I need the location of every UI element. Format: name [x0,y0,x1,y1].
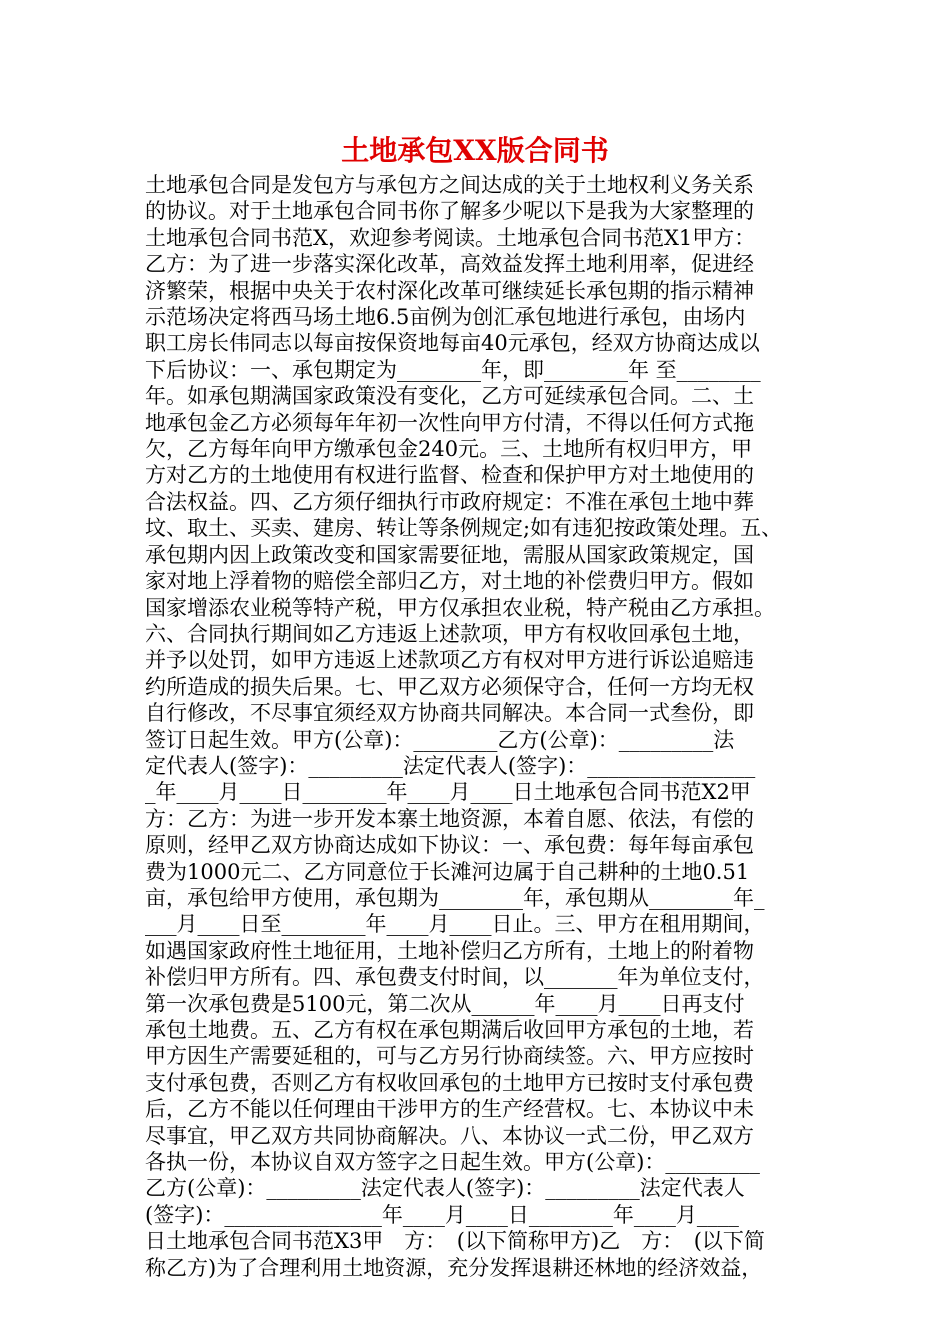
body-line: 乙方(公章)：_________法定代表人(签字)：_________法定代表人 [145,1176,745,1201]
body-line: 后，乙方不能以任何理由干涉甲方的生产经营权。七、本协议中未 [145,1097,754,1122]
body-line: 欠，乙方每年向甲方缴承包金240元。三、土地所有权归甲方，甲 [145,437,753,462]
body-line: 坟、取土、买卖、建房、转让等条例规定;如有违犯按政策处理。五、 [145,516,783,541]
body-line: 自行修改，不尽事宜须经双方协商共同解决。本合同一式叁份，即 [145,701,754,726]
body-line: 约所造成的损失后果。七、甲乙双方必须保守合，任何一方均无权 [145,674,754,699]
body-line: 各执一份，本协议自双方签字之日起生效。甲方(公章)：_________ [145,1150,760,1175]
body-line: 家对地上浮着物的赔偿全部归乙方，对土地的补偿费归甲方。假如 [145,569,754,594]
body-line: 土地承包合同书范X，欢迎参考阅读。土地承包合同书范X1甲方： [145,225,756,250]
body-line: 第一次承包费是5100元，第二次从______年____月____日再支付 [145,991,745,1016]
body-line: 称乙方)为了合理利用土地资源，充分发挥退耕还林地的经济效益， [145,1255,763,1280]
body-line: 定代表人(签字)：_________法定代表人(签字)：________________ [145,753,756,778]
body-line: 国家增添农业税等特产税，甲方仅承担农业税，特产税由乙方承担。 [145,595,775,620]
body-line: (签字)：_______________年____月____日________年____月____ [145,1202,739,1227]
document-title: 土地承包XX版合同书 [341,134,609,167]
body-line: 如遇国家政府性土地征用，土地补偿归乙方所有，土地上的附着物 [145,938,754,963]
body-line: 职工房长伟同志以每亩按保资地每亩40元承包，经双方协商达成以 [145,331,760,356]
body-line: 示范场决定将西马场土地6.5亩例为创汇承包地进行承包，由场内 [145,305,746,330]
body-line: 支付承包费，否则乙方有权收回承包的土地甲方已按时支付承包费 [145,1070,754,1095]
body-line: 的协议。对于土地承包合同书你了解多少呢以下是我为大家整理的 [145,199,754,224]
body-line: 年。如承包期满国家政策没有变化，乙方可延续承包合同。二、土 [145,384,754,409]
body-line: 土地承包合同是发包方与承包方之间达成的关于土地权利义务关系 [145,173,754,197]
body-line: 承包期内因上政策改变和国家需要征地，需服从国家政策规定，国 [145,542,754,567]
body-line: 下后协议：一、承包期定为________年，即________年 至________ [145,357,761,382]
body-line: 签订日起生效。甲方(公章)：________乙方(公章)：_________法 [145,727,735,752]
body-line: 合法权益。四、乙方须仔细执行市政府规定：不准在承包土地中葬 [145,489,754,514]
body-line: 亩，承包给甲方使用，承包期为________年，承包期从________年_ [145,885,765,910]
body-line: 乙方：为了进一步落实深化改革，高效益发挥土地利用率，促进经 [145,252,754,277]
body-line: 承包土地费。五、乙方有权在承包期满后收回甲方承包的土地，若 [145,1018,754,1042]
body-line: 并予以处罚，如甲方违返上述款项乙方有权对甲方进行诉讼追赔违 [145,648,754,673]
body-line: 方对乙方的土地使用有权进行监督、检查和保护甲方对土地使用的 [145,463,754,488]
body-line: 济繁荣，根据中央关于农村深化改革可继续延长承包期的指示精神 [145,278,754,303]
body-line: 日土地承包合同书范X3甲 方： (以下简称甲方)乙 方： (以下简 [145,1229,765,1254]
body-line: _年____月____日________年____月____日土地承包合同书范X2甲 [145,780,751,805]
document-body [145,172,813,1281]
body-line: 六、合同执行期间如乙方违返上述款项，甲方有权收回承包土地， [145,621,754,646]
body-line: 甲方因生产需要延租的，可与乙方另行协商续签。六、甲方应按时 [145,1044,754,1069]
body-line: 方：乙方：为进一步开发本寨土地资源，本着自愿、依法，有偿的 [145,806,754,831]
body-line: 费为1000元二、乙方同意位于长滩河边属于自己耕种的土地0.51 [145,859,750,884]
body-line: 补偿归甲方所有。四、承包费支付时间，以_______年为单位支付， [145,965,765,990]
body-line: 原则，经甲乙双方协商达成如下协议：一、承包费：每年每亩承包 [145,833,754,858]
body-line: 地承包金乙方必须每年年初一次性向甲方付清，不得以任何方式拖 [145,410,754,435]
body-line: 尽事宜，甲乙双方共同协商解决。八、本协议一式二份，甲乙双方 [145,1123,754,1148]
body-line: ___月____日至________年____月____日止。三、甲方在租用期间， [145,912,765,937]
